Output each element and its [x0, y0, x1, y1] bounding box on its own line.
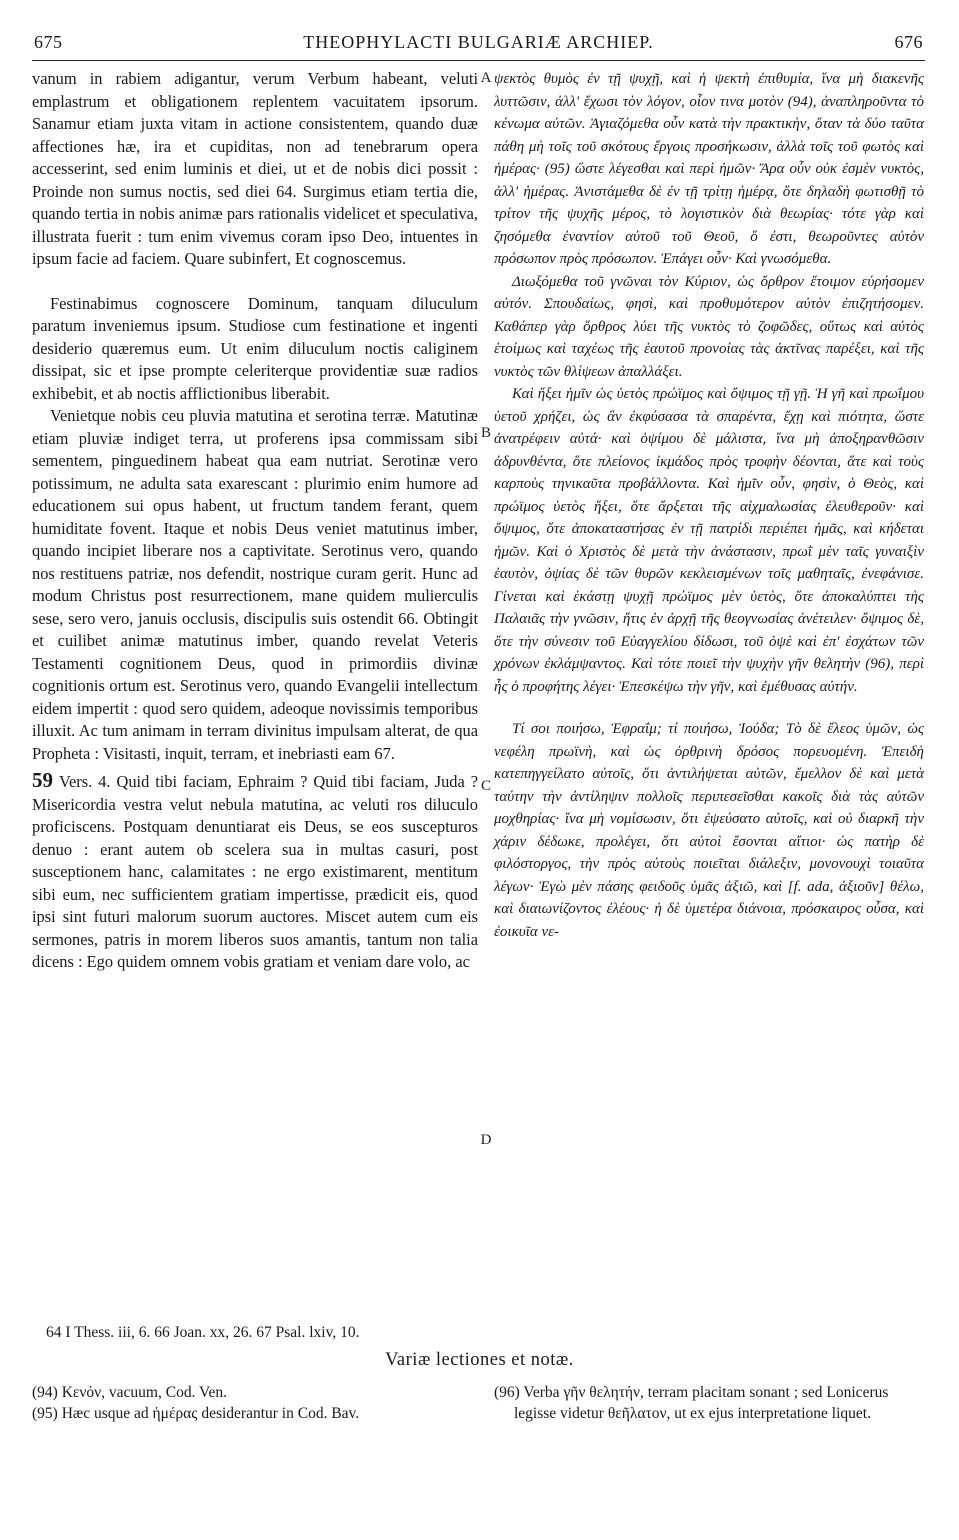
margin-letter-d: D	[480, 1132, 492, 1148]
greek-column	[494, 68, 924, 943]
header-rule	[32, 60, 925, 61]
margin-letter-a: A	[480, 70, 492, 86]
latin-column	[32, 68, 478, 974]
page-number-right: 676	[894, 32, 923, 52]
latin-paragraph-4-text: Vers. 4. Quid tibi faciam, Ephraim ? Quid tibi faciam, Juda ? Misericordia vestra velut nebula matutina, ac veluti ros diluculo proficiscens. Postquam denuntiarat eis Deus, se eos suscepturos denuo : erant autem ob scelera sua in multas casuri, post susceptionem hanc, calamitates : ne ergo existimarent, mentitum sibi eum, nec sufficientem gratiam impertisse, prædicit eis, quod ipsi sint futuri malorum suorum auctores. Miscet autem cum eis sermones, patris in morem liberos suos amantis, tantum non talia dicens : Ego quidem omnem vobis gratiam et veniam dare volo, ac	[32, 772, 478, 971]
notes-left	[32, 1382, 478, 1424]
note-95: (95) Hæc usque ad ἡμέρας desiderantur in Cod. Bav.	[32, 1405, 360, 1422]
page-number-left: 675	[34, 32, 63, 52]
greek-paragraph-2: Διωξόμεθα τοῦ γνῶναι τὸν Κύριον, ὡς ὄρθρον ἕτοιμον εὑρήσομεν αὐτόν. Σπουδαίως, φησὶ, καὶ προθυμότερον αὐτὸν ἐπιζητήσομεν. Καθάπερ γὰρ ὄρθρος λύει τῆς νυκτὸς τὸ ζοφῶδες, οὕτως καὶ αὐτὸς ἑτοίμως καὶ ταχέως τῆς ἑαυτοῦ προνοίας τὰς ἀκτῖνας παρέξει, καὶ τῆς νυκτὸς τῶν θλίψεων ἀπαλλάξει.	[494, 273, 924, 380]
margin-letter-b: B	[480, 425, 491, 441]
latin-paragraph-2: Festinabimus cognoscere Dominum, tanquam diluculum paratum inveniemus ipsum. Studiose cum festinatione et ingenti desiderio quæremus eum. Ut enim diluculum noctis caliginem dissipat, sic et ipse prompte celeriterque providentiæ suæ radios exhibebit, et ab noctis afflictionibus liberabit.	[32, 293, 478, 403]
greek-paragraph-3: Καὶ ἥξει ἡμῖν ὡς ὑετὸς πρώϊμος καὶ ὄψιμος τῇ γῇ. Ἡ γῆ καὶ πρωΐμου ὑετοῦ χρήζει, ὡς ἂν ἐκφύσασα τὰ σπαρέντα, ἔχῃ καὶ πιότητα, ὥστε ἀνατρέφειν αὐτά· καὶ ὀψίμου δὲ μάλιστα, ἵνα μὴ ἀποξηρανθῶσιν ἁδρυνθέντα, ὅτε πλείονος ἰκμάδος πρὸς τροφὴν δέονται, ἅτε καὶ τοὺς καρποὺς τηνικαῦτα προβάλλοντα. Καὶ ἡμῖν οὖν, φησὶν, ὁ Θεὸς, καὶ πρώϊμος ὑετὸς ἥξει, ὅτε ἄρξεται τῆς αἰχμαλωσίας ἐλευθεροῦν· καὶ ὄψιμος, ὅτε ἀποκαταστήσας ἐν τῇ πατρίδι περιέπει ἡμᾶς, καὶ κήδεται ἡμῶν. Καὶ ὁ Χριστὸς δὲ μετὰ τὴν ἀνάστασιν, πρωῒ μὲν ταῖς γυναιξὶν ἑαυτὸν, ὀψίας δὲ τῶν θυρῶν κεκλεισμένων τοῖς μαθηταῖς, ἐνεφάνισε. Γίνεται καὶ ἑκάστῃ ψυχῇ πρώϊμος μὲν ὑετὸς, ὅτε ἀποκαλύπτει τὴς Παλαιᾶς τὴν γνῶσιν, ἥτις ἐν ἀρχῇ τῆς θεογνωσίας ἀνέτειλεν· ὄψιμος δὲ, ὅτε τὴν σύνεσιν τοῦ Εὐαγγελίου δίδωσι, τοῦ ὀψὲ καὶ ἐπ' ἐσχάτων τῶν χρόνων ἐκλάμψαντος. Καὶ τότε ποιεῖ τὴν ψυχὴν γῆν θελητὴν (96), περὶ ἧς ὁ προφήτης λέγει· Ἐπεσκέψω τὴν γῆν, καὶ ἐμέθυσας αὐτήν.	[494, 386, 924, 695]
variae-lectiones-title: Variæ lectiones et notæ.	[385, 1350, 574, 1370]
latin-paragraph-4	[32, 769, 478, 974]
note-94: (94) Κενόν, vacuum, Cod. Ven.	[32, 1384, 228, 1401]
footnote-references: 64 I Thess. iii, 6. 66 Joan. xx, 26. 67 Psal. lxiv, 10.	[46, 1324, 360, 1341]
greek-paragraph-4: Τί σοι ποιήσω, Ἐφραΐμ; τί ποιήσω, Ἰούδα; Τὸ δὲ ἔλεος ὑμῶν, ὡς νεφέλη πρωϊνὴ, καὶ ὡς ὀρθρινὴ δρόσος πορευομένη. Ἐπειδὴ κατεπηγγείλατο αὐτοῖς, ὅτι ἀντιλήψεται αὐτῶν, ἔμελλον δὲ καὶ μετὰ ταύτην τὴν ἀντίληψιν πολλοῖς περιπεσεῖσθαι κακοῖς διὰ τὰς αὐτῶν μοχθηρίας· ἵνα μὴ νομίσωσιν, ὅτι ἐψεύσατο αὐτοῖς, καὶ οὐ διαρκῆ τὴν χάριν δέδωκε, προλέγει, ὅτι αὐτοὶ ἔσονται αἴτιοι· ὡς πατὴρ δὲ φιλόστοργος, τὴν πρὸς αὐτοὺς ποιεῖται διάλεξιν, μονονουχὶ τοιαῦτα λέγων· Ἐγὼ μὲν πάσης φειδοῦς ὑμᾶς ἀξιῶ, καὶ [f. ada, ἀξιοῦν] θέλω, καὶ διαιωνίζοντος ἐλέους· ἡ δὲ ὑμετέρα διάνοια, πρόσκαιρος οὖσα, καὶ ἐοικυῖα νε-	[494, 721, 924, 940]
page-header	[34, 32, 923, 58]
running-title: THEOPHYLACTI BULGARIÆ ARCHIEP.	[303, 32, 654, 52]
greek-paragraph-1: ψεκτὸς θυμὸς ἐν τῇ ψυχῇ, καὶ ἡ ψεκτὴ ἐπιθυμία, ἵνα μὴ διακενῆς λυττῶσιν, ἀλλ' ἔχωσι τὸν λόγον, οἷον τινα μοτὸν (94), ἀναπληροῦντα τὸ κένωμα αὐτῶν. Ἁγιαζόμεθα οὖν κατὰ τὴν πρακτικὴν, ὅταν τὰ δύο ταῦτα πάθη μὴ τοῖς τοῦ σκότους ἔργοις προσήκωσιν, ἀλλὰ τοῖς τοῦ φωτὸς καὶ ἡμέρας· (95) ὥστε λέγεσθαι καὶ περὶ ἡμῶν· Ἄρα οὖν οὐκ ἐσμὲν νυκτὸς, ἀλλ' ἡμέρας. Ἀνιστάμεθα δὲ ἐν τῇ τρίτῃ ἡμέρᾳ, ὅτε δηλαδὴ φωτισθῇ τὸ τρίτον τῆς ψυχῆς μέρος, τὸ λογιστικὸν διὰ θεωρίας· τότε γὰρ καὶ ζησόμεθα ἐναντίον αὐτοῦ τοῦ Θεοῦ, ὅ ἐστι, θεωροῦντες αὐτὸν πρόσωπον πρὸς πρόσωπον. Ἐπάγει οὖν· Καὶ γνωσόμεθα.	[494, 71, 924, 267]
latin-paragraph-3: Venietque nobis ceu pluvia matutina et serotina terræ. Matutinæ etiam pluviæ indiget terra, ut proferens ipsa commissam sibi sementem, pinguedinem habeat qua eam nutriat. Serotinæ vero potissimum, ne adulta sata exarescant : plurimio enim humore ad educationem sui opus habent, ut fructum tandem ferant, quem humiditate fovent. Itaque et nobis Deus veniet matutinus imber, quando incipiet liberare nos a captivitate. Serotinus vero, quando nos restituens patriæ, nos defendit, nostrique curam gerit. Hunc ad modum Christus post resurrectionem, mane quidem mulierculis sese, sero vero, januis occlusis, discipulis suis ostendit 66. Obtingit et cuilibet animæ matutinus imber, quando revelat Veteris Testamenti cognitionem Deus, quod in primordiis divinæ cognitionis ortum est. Serotinus vero, quando Evangelii intellectum eidem impertit : quod sero quidem, adeoque novissimis temporibus illuxit. Ac tum animam in terram divinitus impulsam alterat, de qua Propheta : Visitasti, inquit, terram, et inebriasti eam 67.	[32, 406, 478, 763]
notes-right	[494, 1382, 924, 1424]
section-number: 59	[32, 768, 53, 792]
latin-paragraph-1: vanum in rabiem adigantur, verum Verbum habeant, veluti emplastrum et obligationem replentem vacuitatem ipsorum. Sanamur etiam juxta vitam in actione consistentem, quando duæ affectiones hæ, ira et cupiditas, non ad tenebrarum opera accesserint, sed enim luminis et diei, ut et de nobis dici possit : Proinde non sumus noctis, sed diei 64. Surgimus etiam tertia die, quando tertia in nobis animæ pars rationalis videlicet et speculativa, illustrata fuerit : tum enim vivemus coram ipso Deo, intuentes in ipsum facie ad faciem. Quare subinfert, Et cognoscemus.	[32, 69, 478, 268]
margin-letter-c: C	[480, 778, 491, 794]
note-96: (96) Verba γῆν θελητήν, terram placitam sonant ; sed Lonicerus legisse videtur θεῆλατον, ut ex ejus interpretatione liquet.	[494, 1384, 889, 1422]
